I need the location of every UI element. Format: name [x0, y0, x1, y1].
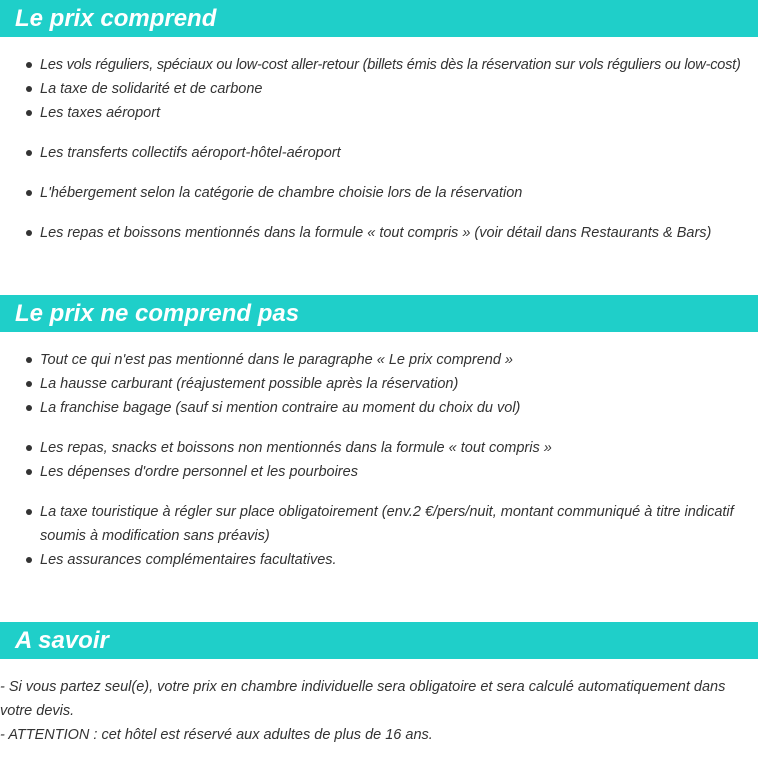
bullet-icon [26, 230, 32, 236]
bullet-icon [26, 62, 32, 68]
list-item-text: Les repas et boissons mentionnés dans la formule « tout compris » (voir détail dans Restaurants & Bars) [40, 225, 712, 241]
list-item-text: Les assurances complémentaires facultatives. [40, 552, 337, 568]
list-item-text: Les transferts collectifs aéroport-hôtel-aéroport [40, 145, 341, 161]
bullet-icon [26, 469, 32, 475]
list-item-text: La taxe touristique à régler sur place obligatoirement (env.2 €/pers/nuit, montant communiqué à titre indicatif soumis à modification sans préavis) [40, 504, 734, 544]
bullet-icon [26, 405, 32, 411]
bullet-icon [26, 110, 32, 116]
list-item-text: La taxe de solidarité et de carbone [40, 81, 263, 97]
bullet-icon [26, 445, 32, 451]
section-header-info [0, 622, 758, 659]
list-item-text: Les vols réguliers, spéciaux ou low-cost aller-retour (billets émis dès la réservation sur vols réguliers ou low-cost) [40, 57, 741, 73]
bullet-icon [26, 381, 32, 387]
section-header-includes [0, 0, 758, 37]
section-title-excludes: Le prix ne comprend pas [15, 300, 300, 327]
bullet-icon [26, 150, 32, 156]
info-note: - ATTENTION : cet hôtel est réservé aux adultes de plus de 16 ans. [0, 727, 433, 743]
list-item-text: Les repas, snacks et boissons non mentionnés dans la formule « tout compris » [40, 440, 552, 456]
bullet-icon [26, 509, 32, 515]
bullet-icon [26, 190, 32, 196]
list-item-text: Tout ce qui n'est pas mentionné dans le paragraphe « Le prix comprend » [40, 352, 513, 368]
list-item-text: Les dépenses d'ordre personnel et les pourboires [40, 464, 358, 480]
section-title-info: A savoir [15, 627, 109, 654]
bullet-icon [26, 86, 32, 92]
list-item-text: La franchise bagage (sauf si mention contraire au moment du choix du vol) [40, 400, 521, 416]
info-note: - Si vous partez seul(e), votre prix en chambre individuelle sera obligatoire et sera calculé automatiquement dans votre devis. [0, 679, 726, 719]
list-item-text: La hausse carburant (réajustement possible après la réservation) [40, 376, 459, 392]
bullet-icon [26, 357, 32, 363]
section-title-includes: Le prix comprend [15, 5, 217, 32]
section-header-excludes [0, 295, 758, 332]
list-item-text: L'hébergement selon la catégorie de chambre choisie lors de la réservation [40, 185, 523, 201]
list-item-text: Les taxes aéroport [40, 105, 161, 121]
bullet-icon [26, 557, 32, 563]
